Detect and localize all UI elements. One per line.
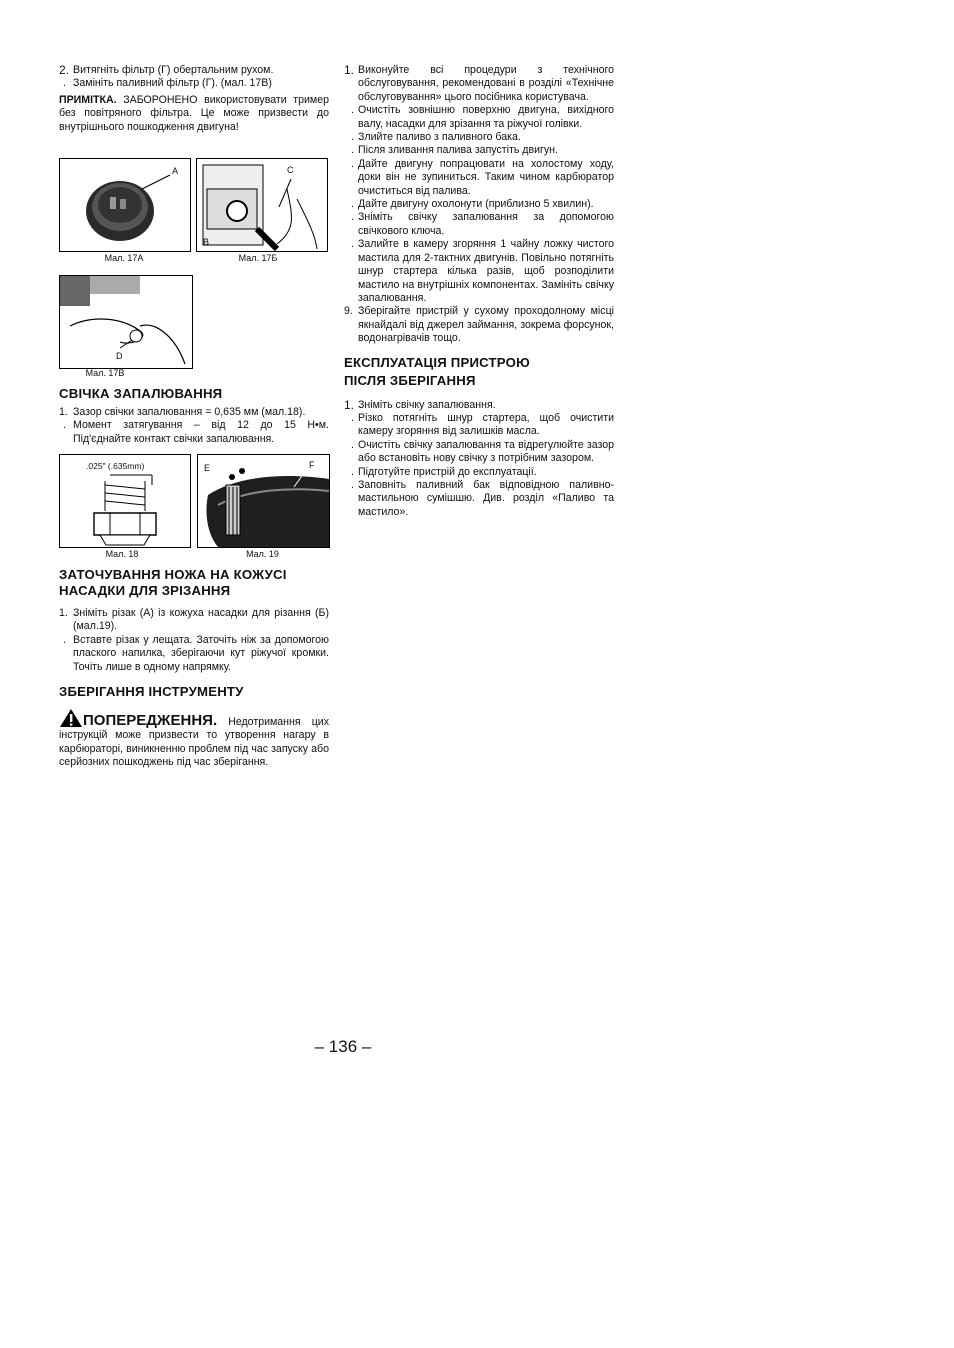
- list-text: Різко потягніть шнур стартера, щоб очистити камеру згоряння від залишків масла.: [358, 411, 614, 438]
- list-marker: 1.: [59, 607, 68, 619]
- list-text: Зніміть свічку запалювання.: [358, 398, 496, 411]
- list-marker: 1.: [344, 397, 355, 412]
- list-item: [344, 131, 614, 144]
- list-item: [59, 64, 329, 77]
- list-item: [344, 399, 614, 412]
- list-text: Заповніть паливний бак відповідною паливно-мастильною сумішшю. Див. розділ «Паливо та мастило».: [358, 478, 614, 518]
- caption-17v: Мал. 17В: [85, 368, 125, 378]
- warning-title: ПОПЕРЕДЖЕННЯ.: [83, 712, 218, 730]
- list-marker: .: [351, 238, 354, 251]
- list-item: [344, 144, 614, 157]
- note-label: ПРИМІТКА.: [59, 93, 117, 106]
- list-text: Вставте різак у лещата. Заточіть ніж за допомогою плаского напилка, зберігаючи кут ріжучої кромки. Точіть лише в одному напрямку.: [73, 633, 329, 673]
- after-storage-heading-line-1: ЕКСПЛУАТАЦІЯ ПРИСТРОЮ: [344, 354, 530, 370]
- label-c: C: [287, 165, 294, 175]
- sharpen-heading-line-2: НАСАДКИ ДЛЯ ЗРІЗАННЯ: [59, 583, 231, 598]
- fuel-filter-illustration: [60, 276, 192, 368]
- list-text: Підготуйте пристрій до експлуатації.: [358, 465, 537, 478]
- list-item: [344, 211, 614, 238]
- fuel-cap-illustration: [60, 159, 190, 251]
- list-item: [344, 466, 614, 479]
- list-text: Витягніть фільтр (Г) обертальним рухом.: [73, 64, 274, 76]
- list-text: Залийте в камеру згоряння 1 чайну ложку чистого мастила для 2-тактних двигунів. Повільно потягніть шнур стартера кілька разів, щоб розподілити мастило на внутрішніх компонентах. Замініть свічку запалювання.: [358, 238, 614, 304]
- list-text: Після зливання палива запустіть двигун.: [358, 144, 558, 157]
- list-text: Дайте двигуну попрацювати на холостому ходу, доки він не зупиниться. Таким чином карбюратор очиститься від палива.: [358, 157, 614, 197]
- label-b: B: [203, 237, 210, 247]
- list-item: [59, 419, 329, 446]
- list-marker: .: [351, 104, 354, 117]
- list-text: Виконуйте всі процедури з технічного обслуговування, рекомендовані в розділі «Технічне обслуговування» цього посібника користувача.: [358, 64, 614, 103]
- list-text: Очистіть свічку запалювання та відрегулюйте зазор або встановіть нову свічку з потрібним зазором.: [358, 438, 614, 465]
- filter-removal-illustration: [197, 159, 327, 251]
- list-marker: .: [351, 131, 354, 144]
- list-item: [59, 77, 329, 90]
- list-item: [344, 198, 614, 211]
- list-text: Очистіть зовнішню поверхню двигуна, вихідного валу, насадки для зрізання та ріжучої голівки.: [358, 104, 614, 130]
- list-marker: .: [351, 144, 354, 157]
- list-item: [344, 305, 614, 345]
- warning-text-first: Недотримання: [228, 716, 301, 729]
- list-text: Зніміть різак (А) із кожуха насадки для різання (Б) (мал.19).: [73, 607, 329, 633]
- sharpen-heading-line-1: ЗАТОЧУВАННЯ НОЖА НА КОЖУСІ: [59, 567, 287, 582]
- after-storage-heading-line-2: ПІСЛЯ ЗБЕРІГАННЯ: [344, 372, 476, 388]
- figure-17b: [196, 158, 328, 252]
- list-item: [344, 104, 614, 131]
- caption-17a: Мал. 17А: [104, 253, 144, 263]
- warning-text: цих інструкцій може призвести то утворення нагару в карбюраторі, виникненню проблем під час запуску або серйозних пошкоджень під час зберігання.: [59, 716, 329, 769]
- storage-heading: ЗБЕРІГАННЯ ІНСТРУМЕНТУ: [59, 684, 244, 700]
- gap-label: .025" (.635mm): [86, 461, 145, 471]
- list-marker: .: [351, 198, 354, 211]
- warning-paragraph: [59, 708, 329, 770]
- figure-17v: [59, 275, 193, 369]
- figure-18: [59, 454, 191, 548]
- label-e: E: [204, 463, 211, 473]
- right-column: [344, 64, 614, 519]
- label-d: D: [116, 351, 123, 361]
- left-column: [59, 64, 329, 134]
- list-text: Замініть паливний фільтр (Г). (мал. 17В): [73, 77, 272, 90]
- list-marker: .: [63, 77, 66, 90]
- caption-17b: Мал. 17Б: [238, 253, 278, 263]
- note-text: ЗАБОРОНЕНО використовувати тример без повітряного фільтра. Це може призвести до внутрішнього пошкодження двигуна!: [59, 93, 329, 133]
- list-marker: .: [351, 157, 354, 170]
- list-item: [344, 64, 614, 104]
- list-text: Зазор свічки запалювання = 0,635 мм (мал.18).: [73, 406, 306, 418]
- label-f: F: [309, 460, 315, 470]
- list-item: [59, 634, 329, 674]
- page-number: – 136 –: [314, 1037, 372, 1056]
- list-marker: 2.: [59, 63, 70, 77]
- spark-section: [59, 386, 329, 446]
- figure-17a: [59, 158, 191, 252]
- list-marker: 1.: [344, 63, 355, 77]
- list-marker: .: [63, 419, 66, 432]
- list-item: [344, 412, 614, 439]
- caption-19: Мал. 19: [246, 549, 279, 559]
- warning-icon: [59, 708, 83, 728]
- list-marker: 1.: [59, 406, 68, 418]
- list-item: [344, 479, 614, 519]
- figure-19: [197, 454, 330, 548]
- sharpen-section: [59, 567, 329, 770]
- list-marker: .: [351, 465, 354, 478]
- list-marker: 9.: [344, 305, 353, 318]
- list-item: [344, 238, 614, 305]
- list-marker: .: [351, 211, 354, 224]
- list-marker: .: [351, 478, 354, 491]
- list-item: [344, 439, 614, 466]
- list-text: Дайте двигуну охолонути (приблизно 5 хвилин).: [358, 198, 594, 211]
- list-marker: .: [63, 633, 66, 646]
- list-marker: .: [351, 411, 354, 424]
- label-a: A: [172, 166, 179, 176]
- list-text: Злийте паливо з паливного бака.: [358, 131, 521, 144]
- note-paragraph: [59, 94, 329, 134]
- list-item: [59, 406, 329, 419]
- list-text: Момент затягування – від 12 до 15 Н•м. Під'єднайте контакт свічки запалювання.: [73, 419, 329, 445]
- spark-heading: СВІЧКА ЗАПАЛЮВАННЯ: [59, 386, 223, 401]
- caption-18: Мал. 18: [105, 549, 139, 559]
- list-item: [59, 607, 329, 634]
- list-marker: .: [351, 438, 354, 451]
- list-text: Зберігайте пристрій у сухому проходолному місці якнайдалі від джерел займання, зокрема форсунок, водонагрівачів тощо.: [358, 305, 614, 345]
- list-item: [344, 158, 614, 198]
- list-text: Зніміть свічку запалювання за допомогою свічкового ключа.: [358, 211, 614, 237]
